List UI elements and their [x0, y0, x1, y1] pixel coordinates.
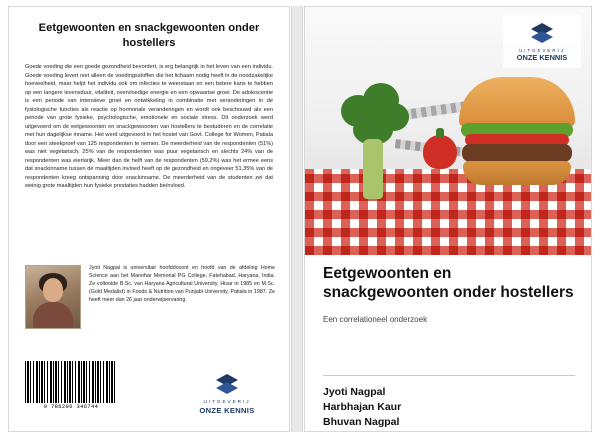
divider: [323, 375, 575, 376]
burger-patty: [462, 144, 572, 162]
front-cover-title: Eetgewoonten en snackgewoonten onder hostellers: [323, 265, 574, 301]
author-portrait: [25, 265, 81, 329]
burger-bun-bottom: [463, 161, 571, 185]
barcode-icon: [25, 361, 117, 403]
front-cover-panel: [304, 6, 592, 432]
author-list: [323, 385, 575, 430]
hamburger-icon: [459, 77, 575, 189]
broccoli-icon: [335, 81, 413, 201]
author-name: Bhuvan Nagpal: [323, 415, 400, 428]
back-publisher-small: UITGEVERIJ: [203, 398, 251, 404]
barcode-number: 9 786206 346744: [43, 404, 99, 410]
front-cover-subtitle: Een correlationeel onderzoek: [323, 314, 428, 324]
front-publisher-logo: [503, 15, 581, 68]
author-bio-block: [25, 265, 275, 329]
author-bio-text: Jyoti Nagpal is universitair hoofddocent en hoofd van de afdeling Home Science aan het Manohar Memorial PG College, Fatehabad, Haryana, India. Ze voltooide B.Sc. van Haryana Agricultural University, Hisar in 1985 en M.Sc. (Gold Medalist) in Foods & Nutrition van Punjabi University, Patiala in 1987. Ze heeft meer dan 26 jaar onderwijservaring.: [89, 265, 275, 303]
author-name: Harbhajan Kaur: [323, 400, 402, 413]
publisher-book-icon: [529, 21, 555, 45]
front-publisher-name: ONZE KENNIS: [516, 53, 568, 62]
front-cover-text: [323, 265, 575, 324]
back-cover-abstract: Goede voeding die een goede gezondheid bevordert, is erg belangrijk in het leven van een individu. Goede voeding levert niet alleen de voedingsstoffen die het lichaam nodig heeft in de noodzakelijke hoeveelheid, maar helpt het individu ook om infecties te weerstaan en een betere kans te hebben op een langere levensduur, vitaliteit, overvloedige energie en een opwaartse groei. De adolescentie is een periode van intensieve groei en ontwikkeling in combinatie met veranderingen in de fysiologische functies als reactie op hormonale veranderingen en wordt ook beschouwd als een periode van grote fysieke, psychologische, emotionele en sociale stress. Dit onderzoek werd uitgevoerd om de eetgewoonten en snackgewoonten van hostellers te bestuderen en de correlatie met hun dagelijkse inname. Het werd uitgevoerd in het hostel van Govt. College for Women, Patiala door een steekproef van 125 respondenten te nemen. De meerderheid van de respondenten (51%) was niet vegetarisch, 25% van de respondenten was puur vegetarisch en slechts 24% van de respondenten was eierlarijk. Meer dan de helft van de respondenten (59,2%) was het ermee eens dat snackinname tussen de maaltijden invloed heeft op de gezondheid en ongeveer 51,35% van de respondenten kreeg ontspanning door snackinname. De meerderheid van de studenten zei dat weinig grote maaltijden hun fysieke prestaties hadden beïnvloed.: [25, 64, 273, 190]
front-publisher-small: UITGEVERIJ: [519, 48, 565, 53]
author-name: Jyoti Nagpal: [323, 386, 386, 398]
portrait-body: [33, 302, 73, 329]
barcode-block: [25, 361, 117, 417]
back-cover-title: Eetgewoonten en snackgewoonten onder hostellers: [38, 22, 260, 50]
burger-bun-top: [459, 77, 575, 127]
book-spine: [291, 6, 303, 432]
back-cover-panel: [8, 6, 290, 432]
red-pepper-icon: [423, 135, 457, 169]
publisher-book-icon: [214, 372, 240, 396]
pepper-stem: [436, 128, 444, 138]
cover-photo: [305, 7, 592, 255]
back-publisher-name: ONZE KENNIS: [199, 405, 255, 415]
back-publisher-logo: [181, 372, 273, 415]
portrait-face: [43, 278, 63, 302]
